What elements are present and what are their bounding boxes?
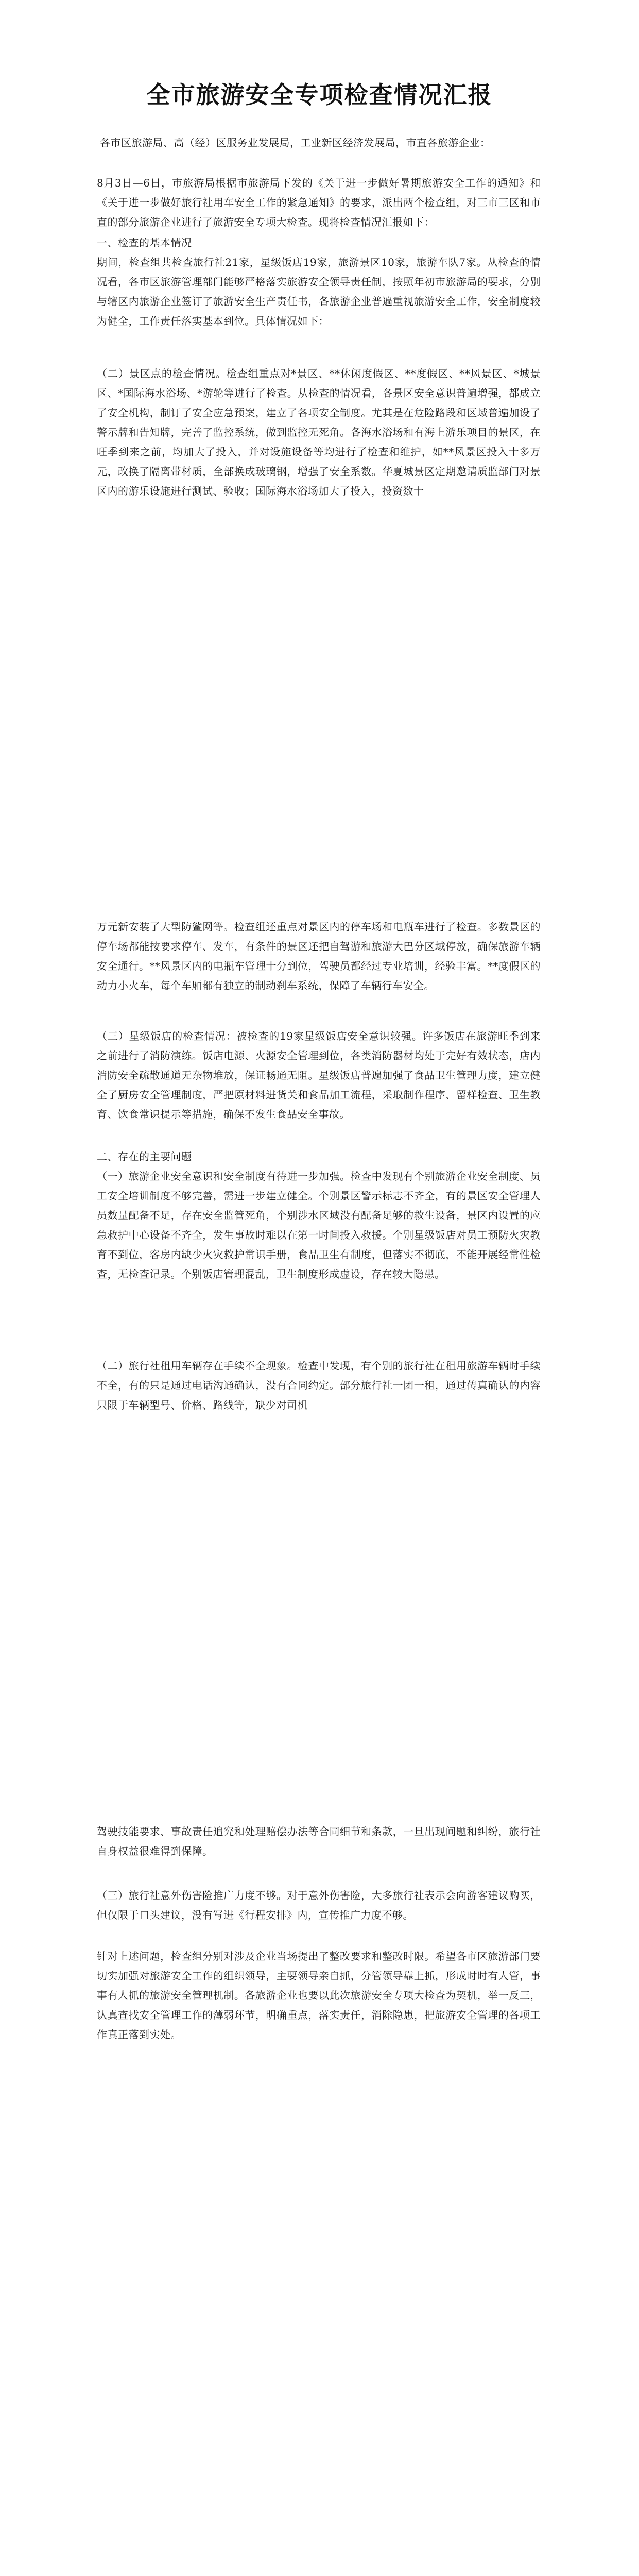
- addressee-paragraph: 各市区旅游局、高（经）区服务业发展局，工业新区经济发展局，市直各旅游企业：: [100, 137, 491, 149]
- problem-vehicle-rental-paragraph-part1: （二）旅行社租用车辆存在手续不全现象。检查中发现，有个别的旅行社在租用旅游车辆时手续不全，有的只是通过电话沟通确认，没有合同约定。部分旅行社一团一租，通过传真确认的内容只限于车辆型号、价格、路线等，缺少对司机: [97, 1360, 541, 1411]
- problem-vehicle-rental-paragraph-part2: 驾驶技能要求、事故责任追究和处理赔偿办法等合同细节和条款，一旦出现问题和纠纷，旅行社自身权益很难得到保障。: [97, 1825, 541, 1857]
- scenic-check-paragraph-part1: （二）景区点的检查情况。检查组重点对*景区、**休闲度假区、**度假区、**风景区、*城景区、*国际海水浴场、*游轮等进行了检查。从检查的情况看，各景区安全意识普遍增强，都成立了安全机构，制订了安全应急预案，建立了各项安全制度。尤其是在危险路段和区域普遍加设了警示牌和告知牌，完善了监控系统，做到监控无死角。各海水浴场和有海上游乐项目的景区，在旺季到来之前，均加大了投入，并对设施设备等均进行了检查和维护，如**风景区投入十多万元，改换了隔离带材质，全部换成玻璃钢，增强了安全系数。华夏城景区定期邀请质监部门对景区内的游乐设施进行测试、验收；国际海水浴场加大了投入，投资数十: [97, 367, 541, 497]
- problem-safety-awareness-paragraph: （一）旅游企业安全意识和安全制度有待进一步加强。检查中发现有个别旅游企业安全制度、员工安全培训制度不够完善，需进一步建立健全。个别景区警示标志不齐全，有的景区安全管理人员数量配备不足，存在安全监管死角，个别涉水区域没有配备足够的救生设备，景区内设置的应急救护中心设备不齐全，发生事故时难以在第一时间投入救援。个别星级饭店对员工预防火灾教育不到位，客房内缺少火灾救护常识手册，食品卫生有制度，但落实不彻底，不能开展经常性检查，无检查记录。个别饭店管理混乱，卫生制度形成虚设，存在较大隐患。: [97, 1170, 541, 1280]
- basic-situation-paragraph: 期间，检查组共检查旅行社21家，星级饭店19家，旅游景区10家，旅游车队7家。从检查的情况看，各市区旅游管理部门能够严格落实旅游安全领导责任制，按照年初市旅游局的要求，分别与辖区内旅游企业签订了旅游安全生产责任书，各旅游企业普遍重视旅游安全工作，安全制度较为健全，工作责任落实基本到位。具体情况如下：: [97, 256, 541, 327]
- scenic-check-paragraph-part2: 万元新安装了大型防鲨网等。检查组还重点对景区内的停车场和电瓶车进行了检查。多数景区的停车场都能按要求停车、发车，有条件的景区还把自驾游和旅游大巴分区域停放，确保旅游车辆安全通行。**风景区内的电瓶车管理十分到位，驾驶员都经过专业培训，经验丰富。**度假区的动力小火车，每个车厢都有独立的制动刹车系统，保障了车辆行车安全。: [97, 921, 541, 992]
- problem-insurance-paragraph: （三）旅行社意外伤害险推广力度不够。对于意外伤害险，大多旅行社表示会向游客建议购买，但仅限于口头建议，没有写进《行程安排》内，宣传推广力度不够。: [97, 1889, 541, 1921]
- section-heading-problems: 二、存在的主要问题: [97, 1150, 192, 1163]
- document-title: 全市旅游安全专项检查情况汇报: [146, 81, 493, 109]
- intro-paragraph: 8月3日—6日，市旅游局根据市旅游局下发的《关于进一步做好暑期旅游安全工作的通知》和《关于进一步做好旅行社用车安全工作的紧急通知》的要求，派出两个检查组，对三市三区和市直的部分旅游企业进行了旅游安全专项大检查。现将检查情况汇报如下：: [97, 177, 541, 228]
- conclusion-paragraph: 针对上述问题，检查组分别对涉及企业当场提出了整改要求和整改时限。希望各市区旅游部门要切实加强对旅游安全工作的组织领导，主要领导亲自抓，分管领导靠上抓，形成时时有人管，事事有人抓的旅游安全管理机制。各旅游企业也要以此次旅游安全专项大检查为契机，举一反三，认真查找安全管理工作的薄弱环节，明确重点，落实责任，消除隐患，把旅游安全管理的各项工作真正落到实处。: [97, 1950, 541, 2041]
- hotel-check-paragraph: （三）星级饭店的检查情况：被检查的19家星级饭店安全意识较强。许多饭店在旅游旺季到来之前进行了消防演练。饭店电源、火源安全管理到位，各类消防器材均处于完好有效状态，店内消防安全疏散通道无杂物堆放，保证畅通无阻。星级饭店普遍加强了食品卫生管理力度，建立健全了厨房安全管理制度，严把原材料进货关和食品加工流程，采取制作程序、留样检查、卫生教育、饮食常识提示等措施，确保不发生食品安全事故。: [97, 1030, 541, 1121]
- section-heading-basic: 一、检查的基本情况: [97, 236, 192, 249]
